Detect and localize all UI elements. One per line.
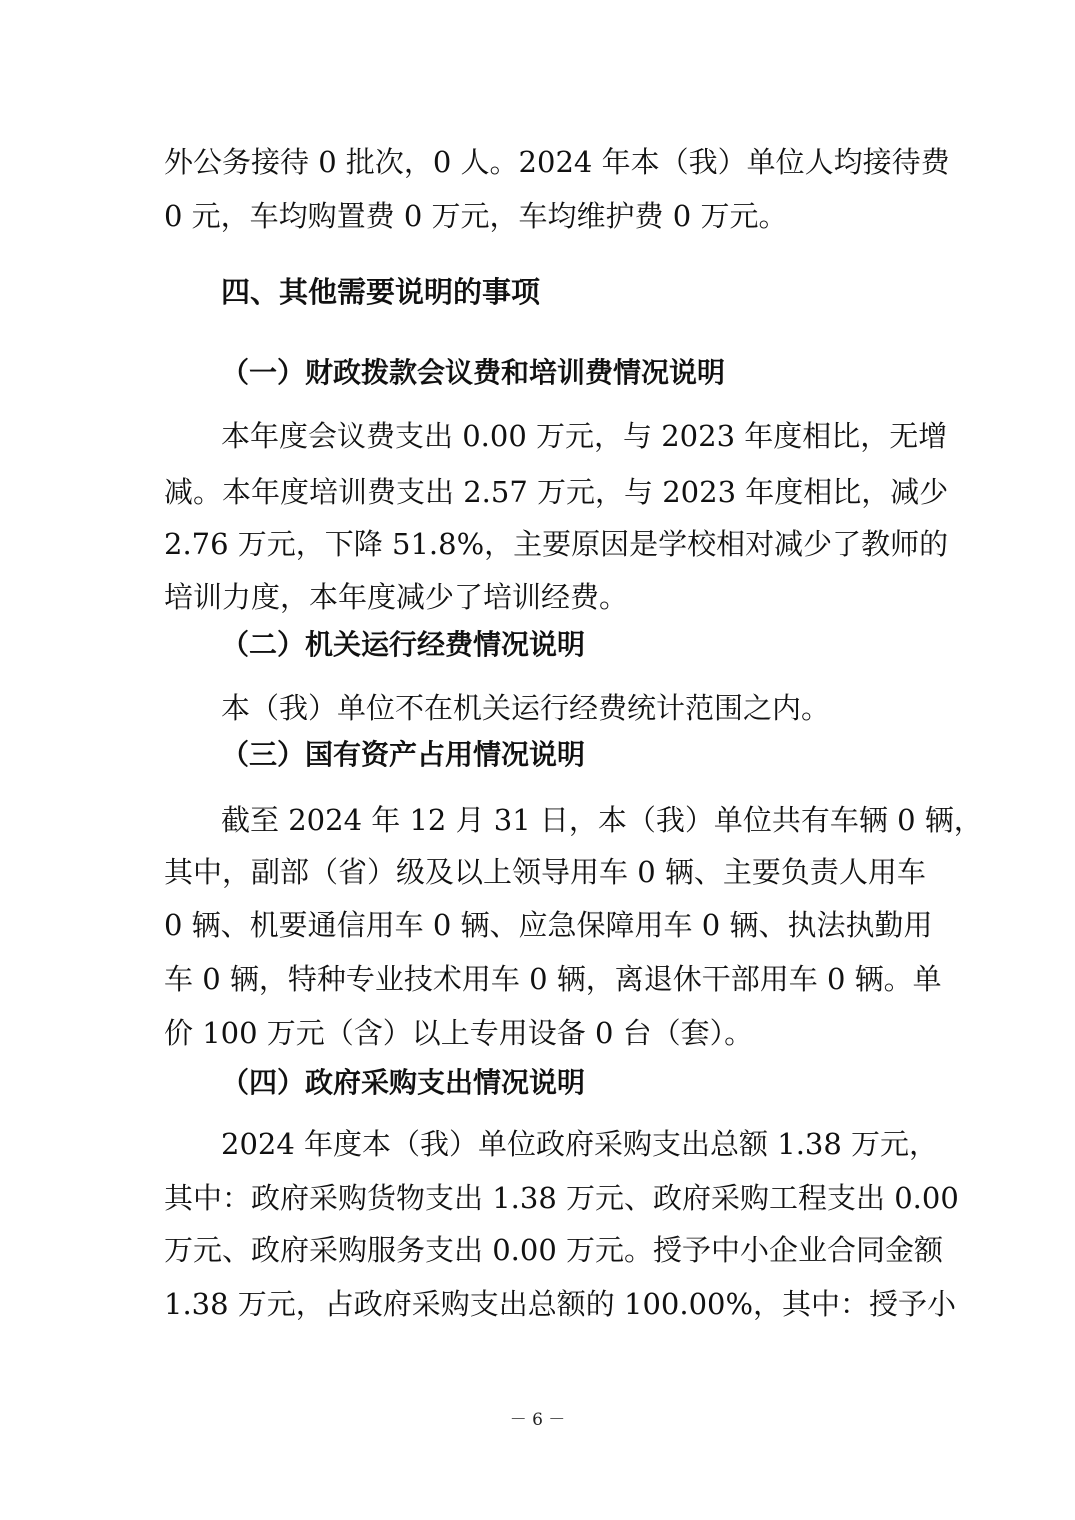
text-line: 1.38 万元，占政府采购支出总额的 100.00%，其中：授予小 bbox=[164, 1287, 957, 1321]
text-line: 0 辆、机要通信用车 0 辆、应急保障用车 0 辆、执法执勤用 bbox=[164, 908, 933, 942]
text-line: 价 100 万元（含）以上专用设备 0 台（套）。 bbox=[164, 1016, 754, 1050]
text-line: 其中，副部（省）级及以上领导用车 0 辆、主要负责人用车 bbox=[164, 855, 926, 889]
text-line: 培训力度，本年度减少了培训经费。 bbox=[164, 580, 629, 614]
subsection-heading: （一）财政拨款会议费和培训费情况说明 bbox=[221, 356, 726, 389]
subsection-heading: （二）机关运行经费情况说明 bbox=[221, 628, 586, 661]
text-line: 本（我）单位不在机关运行经费统计范围之内。 bbox=[221, 691, 831, 725]
text-line: 车 0 辆，特种专业技术用车 0 辆，离退休干部用车 0 辆。单 bbox=[164, 962, 942, 996]
subsection-heading: （三）国有资产占用情况说明 bbox=[221, 738, 586, 771]
text-line: 万元、政府采购服务支出 0.00 万元。授予中小企业合同金额 bbox=[164, 1233, 944, 1267]
page-number: － 6 － bbox=[509, 1410, 566, 1430]
text-line: 2024 年度本（我）单位政府采购支出总额 1.38 万元， bbox=[221, 1127, 939, 1161]
subsection-heading: （四）政府采购支出情况说明 bbox=[221, 1066, 586, 1099]
text-line: 减。本年度培训费支出 2.57 万元，与 2023 年度相比，减少 bbox=[164, 475, 949, 509]
text-line: 2.76 万元，下降 51.8%，主要原因是学校相对减少了教师的 bbox=[164, 527, 949, 561]
text-line: 截至 2024 年 12 月 31 日，本（我）单位共有车辆 0 辆， bbox=[221, 803, 983, 837]
section-heading: 四、其他需要说明的事项 bbox=[221, 275, 541, 309]
text-line: 0 元，车均购置费 0 万元，车均维护费 0 万元。 bbox=[164, 199, 788, 233]
text-line: 其中：政府采购货物支出 1.38 万元、政府采购工程支出 0.00 bbox=[164, 1181, 959, 1215]
text-line: 外公务接待 0 批次，0 人。2024 年本（我）单位人均接待费 bbox=[164, 145, 950, 179]
text-line: 本年度会议费支出 0.00 万元，与 2023 年度相比，无增 bbox=[221, 419, 948, 453]
